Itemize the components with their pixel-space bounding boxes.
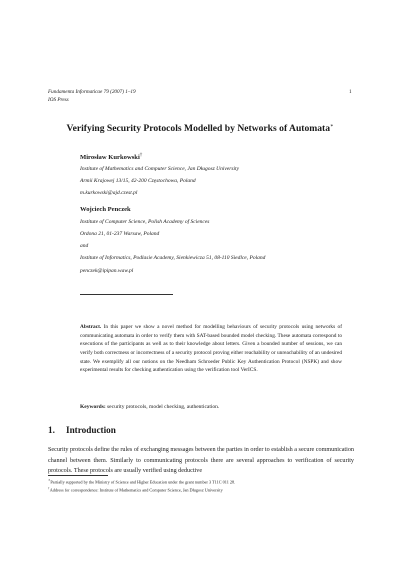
footnote-mark: † xyxy=(48,486,50,490)
keywords-text: security protocols, model checking, authentication. xyxy=(105,404,220,410)
author-address: Armii Krajowej 13/15, 42-200 Częstochowa, Poland xyxy=(80,178,196,184)
keywords-label: Keywords: xyxy=(80,404,106,410)
paper-title-text: Verifying Security Protocols Modelled by Networks of Automata xyxy=(66,123,331,135)
author-affiliation: Institute of Informatics, Podlasie Academy, Sienkiewicza 51, 08-110 Siedlce, Poland xyxy=(80,255,266,261)
affiliation-conjunction: and xyxy=(80,243,89,249)
footnote xyxy=(48,486,223,492)
title-footnote-mark: ∗ xyxy=(330,124,334,129)
page-number: 1 xyxy=(349,89,352,95)
author-email: penczek@ipipan.waw.pl xyxy=(80,268,134,274)
journal-citation: Fundamenta Informaticae 79 (2007) 1–19 xyxy=(48,89,136,95)
author-affiliation: Institute of Computer Science, Polish Academy of Sciences xyxy=(80,219,210,225)
footnote-rule xyxy=(48,475,108,476)
author-footnote-mark: † xyxy=(139,153,143,158)
footnote-mark: ∗ xyxy=(48,478,51,482)
abstract xyxy=(80,323,342,375)
footnote-text: Address for correspondence: Institute of Mathematics and Computer Science, Jan Długosz University xyxy=(49,487,223,493)
author-name xyxy=(80,153,142,161)
author-separator-rule xyxy=(80,294,173,295)
keywords xyxy=(80,404,219,410)
abstract-text: In this paper we show a novel method for modelling behaviours of security protocols using networks of communicating automata in order to verify them with SAT-based bounded model checking. These automata correspond to executions of the participants as well as to their knowledge about letters. Given a bounded number of sessions, we can verify both correctness or incorrectness of a security protocol proving either reachability or unreachability of an undesired state. We exemplify all our notions on the Needham Schroeder Public Key Authentication Protocol (NSPK) and show experimental results for checking authentication using the verification tool VerICS. xyxy=(80,324,342,374)
author-email: m.kurkowski@ajd.czest.pl xyxy=(80,190,138,196)
footnote xyxy=(48,478,235,484)
paper-title xyxy=(0,123,400,134)
section-title: Introduction xyxy=(66,425,116,435)
footnote-text: Partially supported by the Ministry of Science and Higher Education under the grant number 3 T11C 011 28. xyxy=(50,479,236,485)
section-heading xyxy=(48,425,116,435)
abstract-label: Abstract. xyxy=(80,324,102,330)
author-address: Ordona 21, 01-237 Warsaw, Poland xyxy=(80,231,160,237)
author-name-text: Mirosław Kurkowski xyxy=(80,154,140,162)
author-affiliation: Institute of Mathematics and Computer Science, Jan Długosz University xyxy=(80,166,240,172)
section-number: 1. xyxy=(48,425,55,435)
author-name: Wojciech Penczek xyxy=(80,206,131,213)
intro-paragraph: Security protocols define the rules of exchanging messages between the parties in order to establish a secure communication channel between them. Similarly to communicating protocols there are several approaches to verification of security protocols. These protocols are usually verified using deductive xyxy=(48,447,354,475)
publisher-name: IOS Press xyxy=(48,97,69,103)
